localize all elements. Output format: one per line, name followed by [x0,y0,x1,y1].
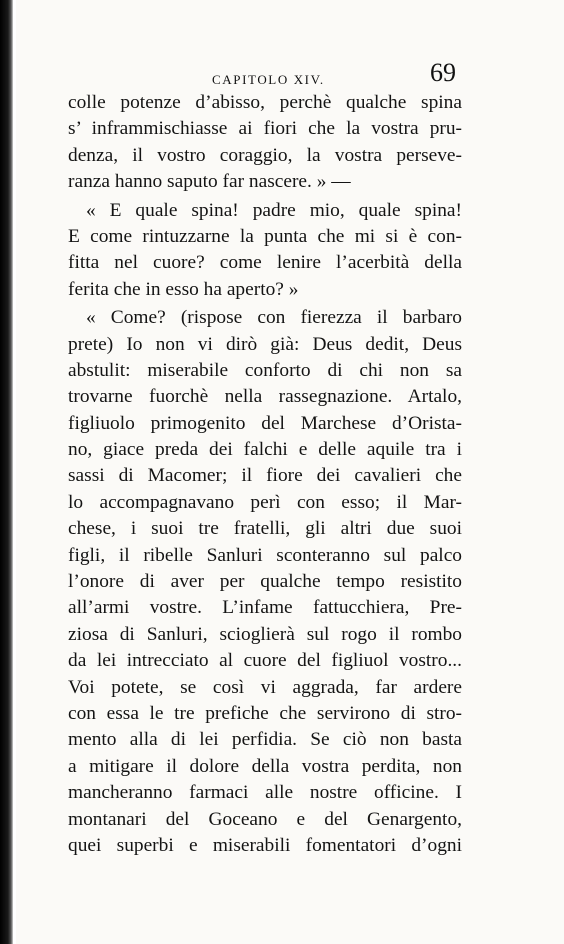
text-line-8: ferita che in esso ha aperto? » [68,278,299,300]
text-line-9: « Come? (rispose con fierezza il barbaro [86,307,462,329]
text-line-13: figliuolo primogenito del Marchese d’Orista- [68,412,462,434]
text-line-12: trovarne fuorchè nella rassegnazione. Artalo, [68,386,462,408]
text-line-6: E come rintuzzarne la punta che mi si è con- [68,225,462,247]
text-line-26: a mitigare il dolore della vostra perdita, non [68,755,462,777]
text-line-29: quei superbi e miserabili fomentatori d’ogni [68,834,462,856]
text-line-22: da lei intrecciato al cuore del figliuol vostro... [68,650,462,672]
text-line-24: con essa le tre prefiche che servirono di stro- [68,702,462,724]
text-line-21: ziosa di Sanluri, scioglierà sul rogo il rombo [68,623,462,645]
text-line-15: sassi di Macomer; il fiore dei cavalieri che [68,465,462,487]
text-line-2: s’ inframmischiasse ai fiori che la vostra pru- [68,118,462,140]
text-line-16: lo accompagnavano perì con esso; il Mar- [68,491,462,513]
book-page [16,0,564,944]
text-line-11: abstulit: miserabile conforto di chi non sa [68,359,462,381]
text-line-18: figli, il ribelle Sanluri sconteranno sul palco [68,544,462,566]
text-line-4: ranza hanno saputo far nascere. » — [68,171,351,193]
text-line-23: Voi potete, se così vi aggrada, far ardere [68,676,462,698]
text-line-5: « E quale spina! padre mio, quale spina! [86,199,462,221]
text-line-28: montanari del Goceano e del Genargento, [68,808,462,830]
text-line-20: all’armi vostre. L’infame fattucchiera, Pre- [68,597,462,619]
text-line-1: colle potenze d’abisso, perchè qualche spina [68,92,462,113]
page-number: 69 [430,58,456,87]
book-spine-shadow [0,0,13,944]
text-line-14: no, giace preda dei falchi e delle aquile tra i [68,439,462,461]
running-title: CAPITOLO XIV. [212,72,325,87]
body-text [68,90,462,859]
text-line-3: denza, il vostro coraggio, la vostra perseve- [68,144,462,166]
text-line-17: chese, i suoi tre fratelli, gli altri due suoi [68,518,462,540]
text-line-10: prete) Io non vi dirò già: Deus dedit, Deus [68,333,462,355]
text-line-7: fitta nel cuore? come lenire l’acerbità della [68,252,462,274]
text-line-19: l’onore di aver per qualche tempo resistito [68,571,462,593]
text-line-25: mento alla di lei perfidia. Se ciò non basta [68,729,462,751]
text-line-27: mancheranno farmaci alle nostre officine. I [68,782,462,804]
